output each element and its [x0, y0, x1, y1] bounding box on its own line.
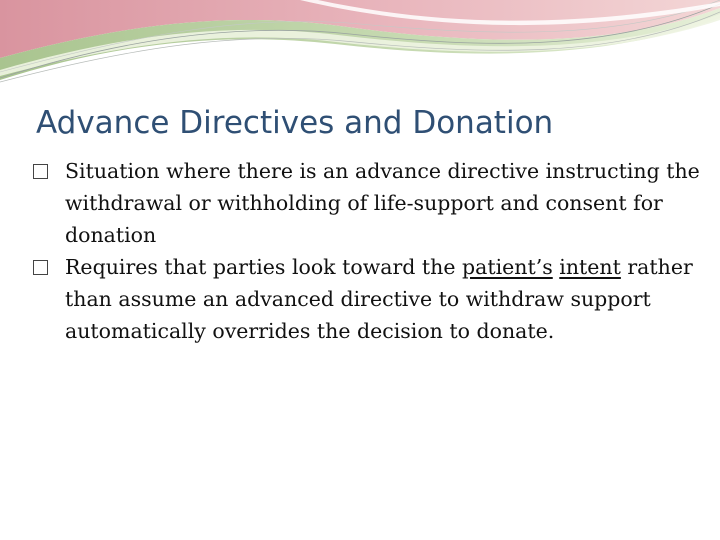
bullet-list	[30, 155, 700, 347]
list-item	[30, 251, 700, 347]
header-wave-decoration	[0, 0, 720, 100]
bullet-text-prefix: Requires that parties look toward the	[65, 255, 462, 279]
underlined-word-intent: intent	[559, 255, 621, 279]
bullet-text: Situation where there is an advance directive instructing the withdrawal or withholding of life-support and consent for donation	[65, 159, 700, 247]
slide-title: Advance Directives and Donation	[36, 105, 554, 141]
bullet-box-icon	[33, 260, 48, 275]
underlined-word-patients: patient’s	[462, 255, 553, 279]
bullet-text-suffix: rather than assume an advanced directive to withdraw support automatically overrides the decision to donate.	[65, 255, 693, 343]
bullet-box-icon	[33, 164, 48, 179]
list-item	[30, 155, 700, 251]
